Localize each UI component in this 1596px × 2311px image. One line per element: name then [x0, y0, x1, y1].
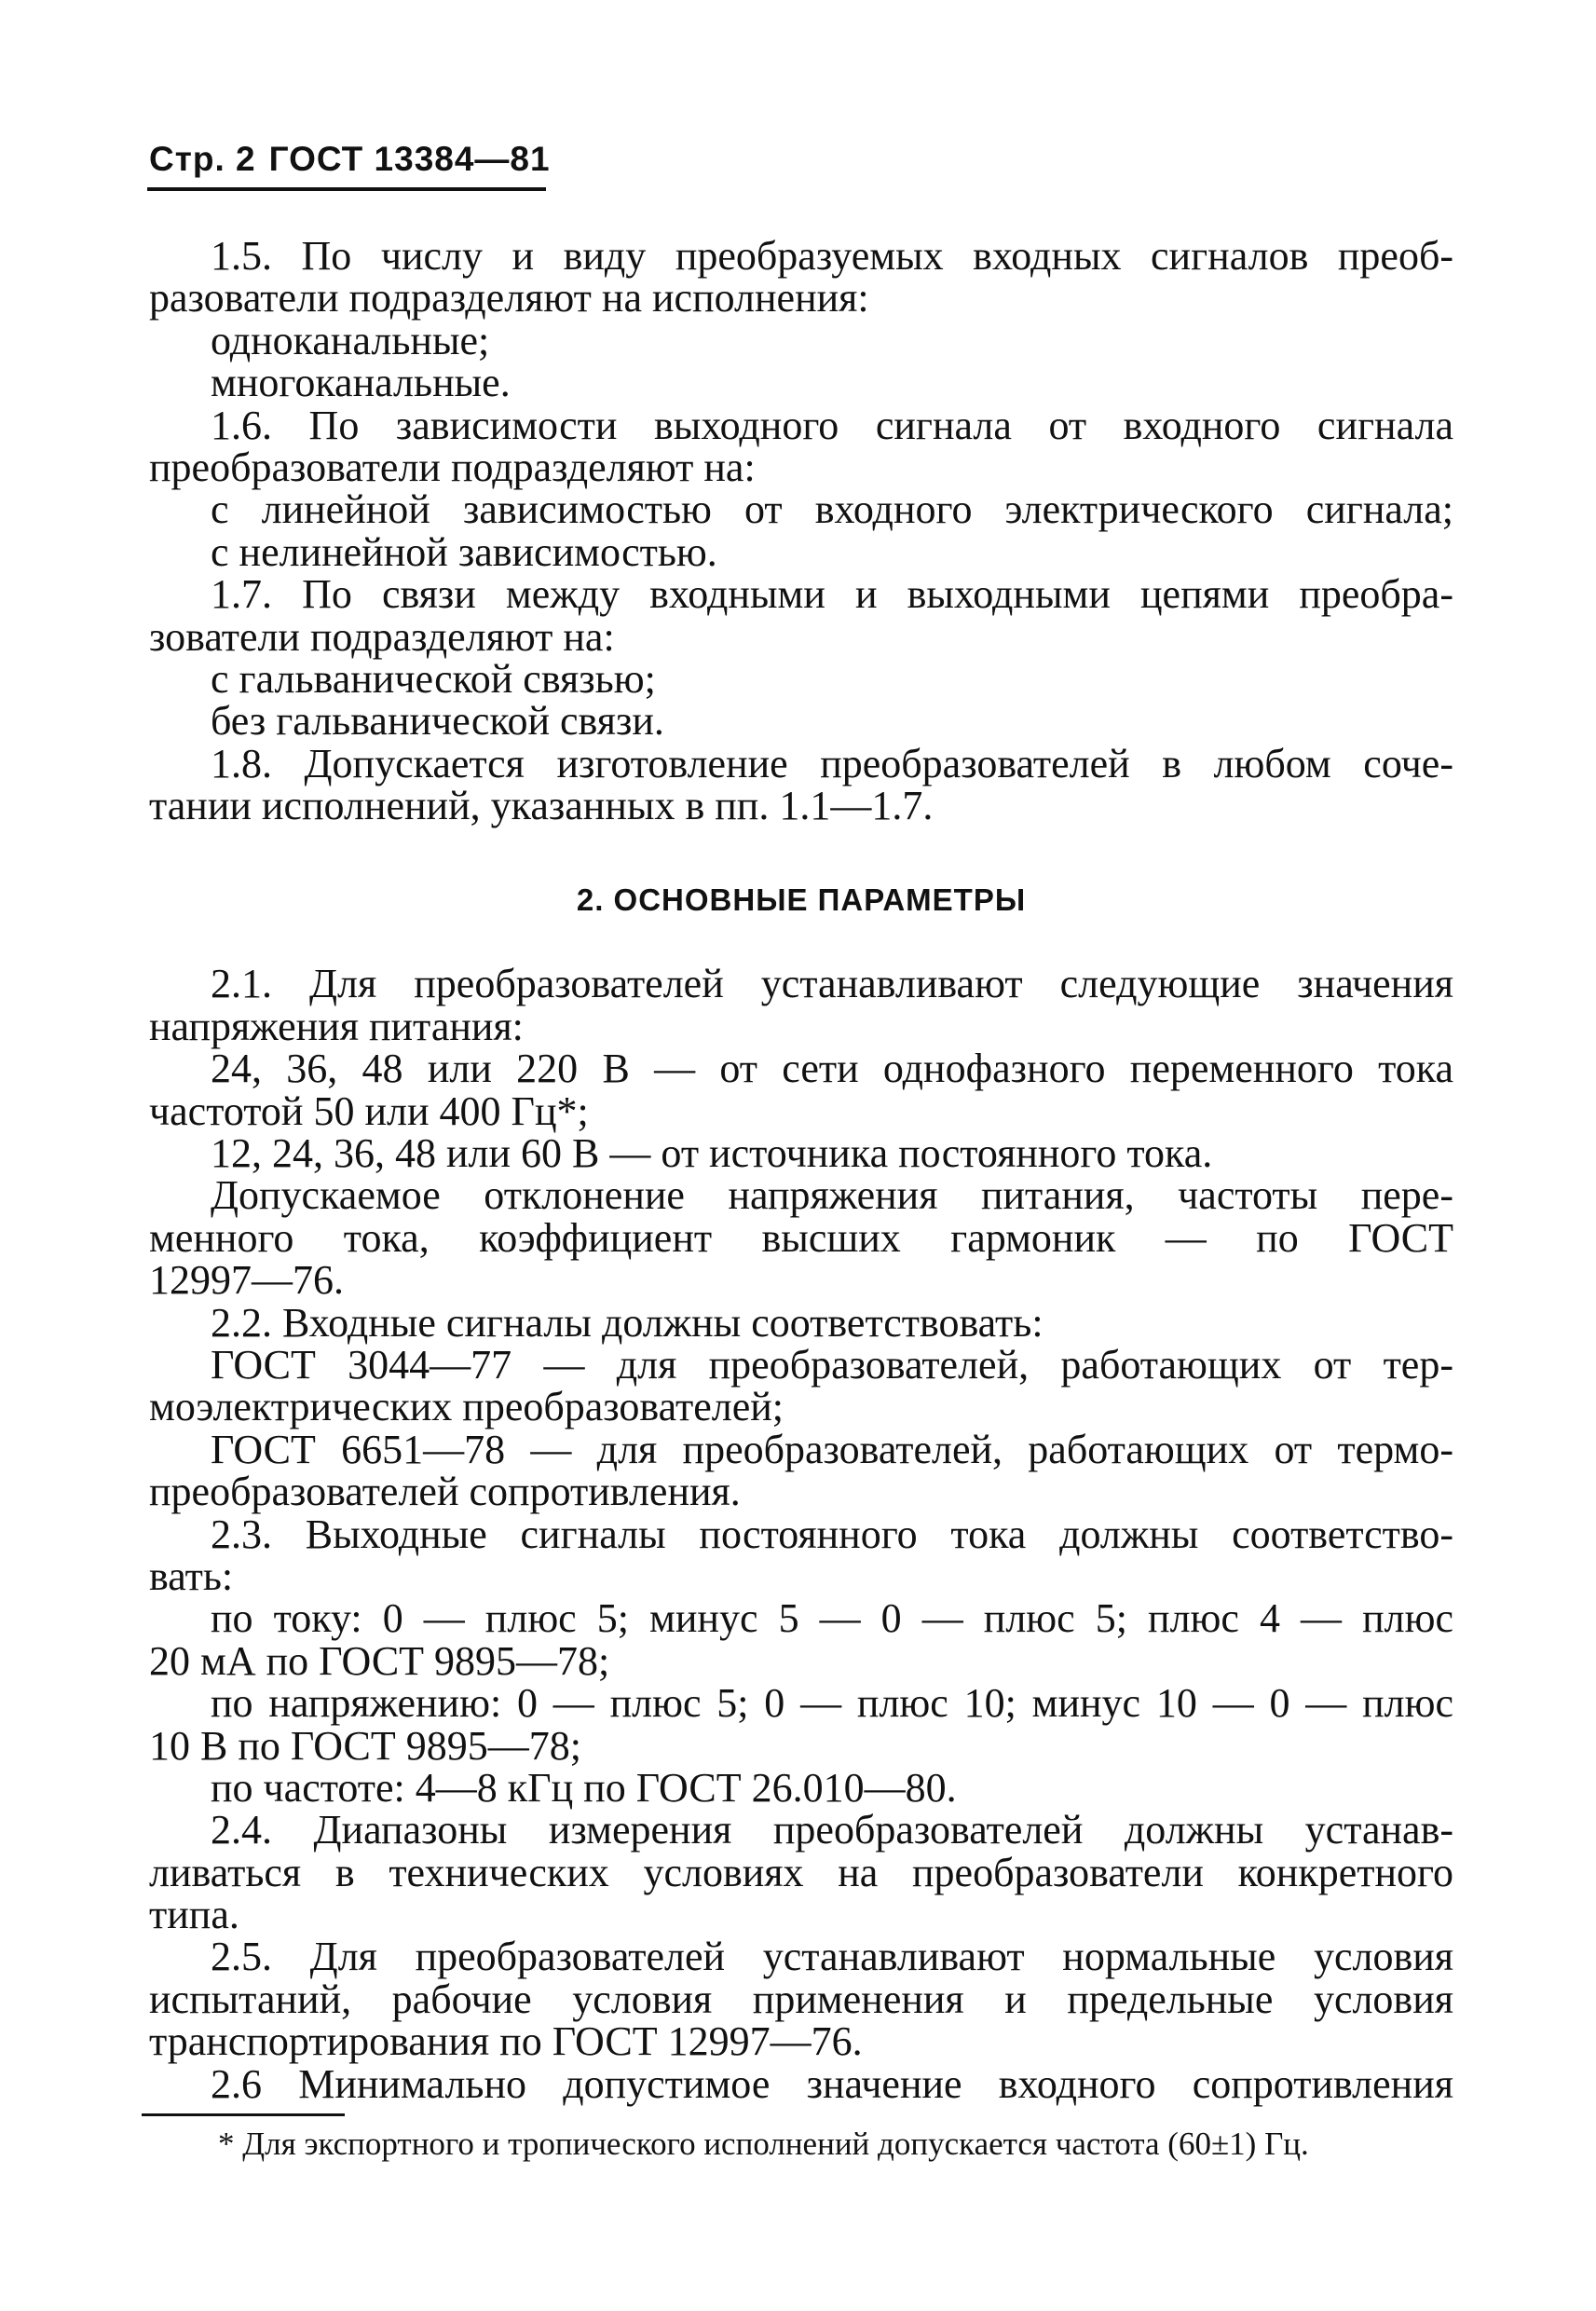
- document-body: [149, 235, 1453, 2105]
- text-line: вать:: [149, 1552, 234, 1599]
- text-line: частотой 50 или 400 Гц*;: [149, 1087, 589, 1134]
- text-line: 2.1. Для преобразователей устанавливают следующие значения: [211, 961, 1453, 1007]
- page-label: Стр. 2: [149, 140, 256, 178]
- text-line: ГОСТ 6651—78 — для преобразователей, работающих от термо-: [211, 1426, 1453, 1472]
- text-line: тании исполнений, указанных в пп. 1.1—1.7.: [149, 783, 934, 829]
- text-line: 1.5. По числу и виду преобразуемых входных сигналов преоб-: [211, 233, 1453, 279]
- text-line: Допускаемое отклонение напряжения питания, частоты пере-: [211, 1172, 1453, 1219]
- header-rule: [147, 187, 546, 191]
- text-line: одноканальные;: [211, 317, 490, 363]
- text-line: 1.8. Допускается изготовление преобразователей в любом соче-: [211, 740, 1453, 786]
- text-line: 2.4. Диапазоны измерения преобразователей должны устанав-: [211, 1807, 1453, 1853]
- text-line: ливаться в технических условиях на преобразователи конкретного: [149, 1849, 1453, 1895]
- footnote-rule: [142, 2113, 345, 2116]
- text-line: менного тока, коэффициент высших гармоник — по ГОСТ: [149, 1214, 1453, 1261]
- text-line: 1.7. По связи между входными и выходными цепями преобра-: [211, 571, 1453, 618]
- spacer: [149, 925, 1453, 963]
- text-line: моэлектрических преобразователей;: [149, 1384, 784, 1430]
- text-line: по току: 0 — плюс 5; минус 5 — 0 — плюс 5; плюс 4 — плюс: [211, 1595, 1453, 1642]
- text-line: преобразователи подразделяют на:: [149, 444, 756, 490]
- text-line: преобразователей сопротивления.: [149, 1469, 741, 1515]
- text-line: с линейной зависимостью от входного электрического сигнала;: [211, 486, 1453, 533]
- text-line: 12997—76.: [149, 1257, 344, 1304]
- text-line: с гальванической связью;: [211, 655, 656, 702]
- text-line: 12, 24, 36, 48 или 60 В — от источника постоянного тока.: [211, 1130, 1213, 1177]
- text-line: 2.2. Входные сигналы должны соответствовать:: [211, 1299, 1044, 1346]
- text-line: транспортирования по ГОСТ 12997—76.: [149, 2018, 863, 2065]
- page-header: [149, 140, 551, 179]
- text-line: без гальванической связи.: [211, 698, 664, 745]
- text-line: по частоте: 4—8 кГц по ГОСТ 26.010—80.: [211, 1764, 957, 1811]
- text-line: 1.6. По зависимости выходного сигнала от входного сигнала: [211, 402, 1453, 448]
- text-line: 2.5. Для преобразователей устанавливают нормальные условия: [211, 1934, 1453, 1980]
- footnote: * Для экспортного и тропического исполнений допускается частота (60±1) Гц.: [218, 2126, 1309, 2162]
- text-line: 10 В по ГОСТ 9895—78;: [149, 1722, 581, 1769]
- text-line: ГОСТ 3044—77 — для преобразователей, работающих от тер-: [211, 1341, 1453, 1388]
- text-line: испытаний, рабочие условия применения и предельные условия: [149, 1976, 1453, 2022]
- spacer: [149, 827, 1453, 875]
- text-line: 2.6 Минимально допустимое значение входного сопротивления: [211, 2060, 1453, 2107]
- text-line: 20 мА по ГОСТ 9895—78;: [149, 1637, 610, 1684]
- text-line: типа.: [149, 1892, 239, 1938]
- standard-number: ГОСТ 13384—81: [268, 140, 551, 178]
- text-line: напряжения питания:: [149, 1003, 524, 1049]
- text-line: зователи подразделяют на:: [149, 613, 615, 660]
- section-heading: 2. ОСНОВНЫЕ ПАРАМЕТРЫ: [576, 882, 1027, 918]
- text-line: с нелинейной зависимостью.: [211, 528, 717, 575]
- text-line: разователи подразделяют на исполнения:: [149, 275, 869, 321]
- text-line: многоканальные.: [211, 360, 511, 406]
- text-line: 2.3. Выходные сигналы постоянного тока должны соответство-: [211, 1511, 1453, 1557]
- text-line: 24, 36, 48 или 220 В — от сети однофазного переменного тока: [211, 1046, 1453, 1092]
- text-line: по напряжению: 0 — плюс 5; 0 — плюс 10; минус 10 — 0 — плюс: [211, 1680, 1453, 1727]
